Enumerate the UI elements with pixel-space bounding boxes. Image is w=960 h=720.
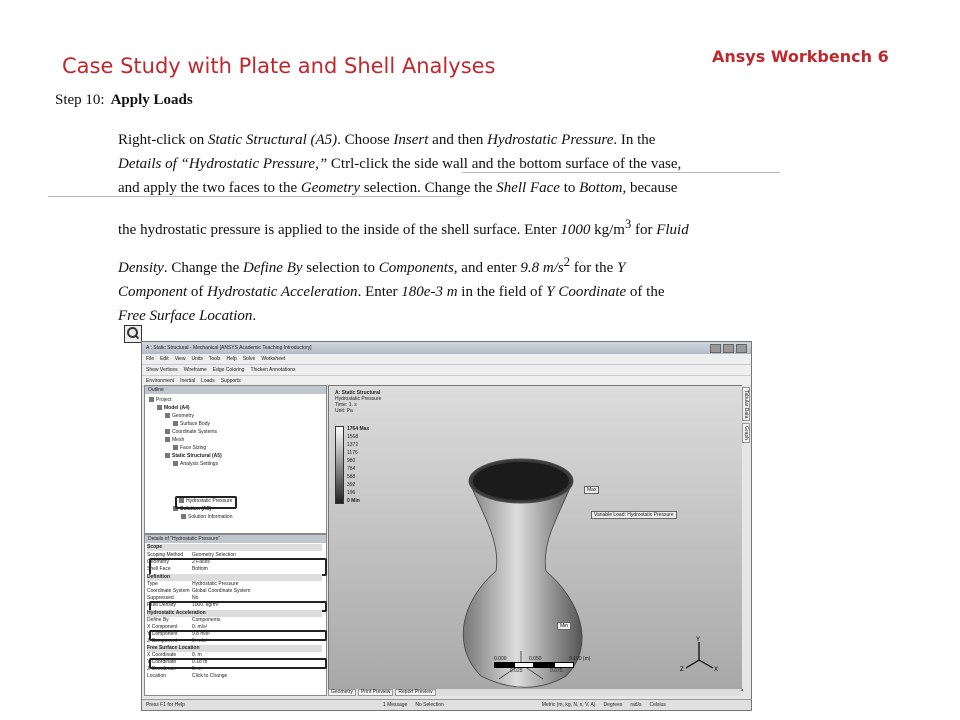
row-y-component[interactable]: Y Component 9.8 m/s²: [147, 631, 211, 637]
section-hydrostatic-acceleration[interactable]: Hydrostatic Acceleration: [147, 610, 322, 617]
tree-analysis-settings[interactable]: Analysis Settings: [173, 461, 218, 467]
row-x-coordinate[interactable]: X Coordinate 0. m: [147, 652, 202, 658]
instruction-line-1: Right-click on Static Structural (A5). Choose Insert and then Hydrostatic Pressure. In the: [118, 132, 656, 148]
slide-title: Case Study with Plate and Shell Analyses: [62, 54, 496, 78]
tab-geometry[interactable]: Geometry: [328, 689, 356, 696]
tree-solution-information[interactable]: Solution Information: [181, 514, 232, 520]
menu-bar: [142, 354, 751, 365]
window-titlebar: [142, 342, 751, 354]
load-annotation: Variable Load: Hydrostatic Pressure: [591, 511, 677, 519]
axis-triad-icon[interactable]: [679, 636, 719, 676]
mechanical-window-screenshot: [141, 341, 752, 711]
menu-view[interactable]: View: [174, 356, 186, 362]
instruction-line-2: Details of “Hydrostatic Pressure,” Ctrl-click the side wall and the bottom surface of the vase,: [118, 156, 682, 172]
axis-y-label: Y: [696, 637, 701, 643]
highlight-box: [175, 496, 237, 509]
edge-coloring-button[interactable]: Edge Coloring: [212, 367, 245, 373]
status-bar: [142, 699, 751, 710]
row-x-component[interactable]: X Component 0. m/s²: [147, 624, 208, 630]
section-scope[interactable]: Scope: [147, 544, 322, 551]
graphics-toolbar: [142, 365, 751, 376]
details-panel: [144, 534, 327, 696]
tree-face-sizing[interactable]: Face Sizing: [173, 445, 206, 451]
row-type[interactable]: Type Hydrostatic Pressure: [147, 581, 239, 587]
tab-report-preview[interactable]: Report Preview: [395, 689, 435, 696]
status-angle: Degrees: [603, 702, 623, 708]
thicken-annotations-button[interactable]: Thicken Annotations: [250, 367, 296, 373]
section-free-surface[interactable]: Free Surface Location: [147, 645, 322, 652]
row-z-coordinate[interactable]: Z Coordinate 0. m: [147, 666, 202, 672]
min-label: Min: [557, 622, 571, 630]
status-messages[interactable]: 1 Message: [382, 702, 408, 708]
instruction-line-4: the hydrostatic pressure is applied to the inside of the shell surface. Enter 1000 $kg/m^3$ for Fluid: [118, 217, 689, 238]
row-geometry[interactable]: Geometry 2 Faces: [147, 559, 210, 565]
slide-brand: Ansys Workbench 6: [712, 47, 889, 66]
axis-z-label: Z: [680, 667, 684, 673]
menu-help[interactable]: Help: [226, 356, 237, 362]
inertial-button[interactable]: Inertial: [180, 378, 196, 384]
status-units[interactable]: Metric (m, kg, N, s, V, A): [541, 702, 596, 708]
tree-static-structural[interactable]: Static Structural (A5): [165, 453, 222, 459]
instruction-line-6: Component of Hydrostatic Acceleration. Enter 180e-3 m in the field of Y Coordinate of the: [118, 284, 665, 300]
tab-graph[interactable]: Graph: [742, 423, 750, 443]
row-z-component[interactable]: Z Component 0. m/s²: [147, 638, 208, 644]
status-selection: No Selection: [415, 702, 444, 708]
instruction-paragraph: [118, 128, 778, 328]
menu-edit[interactable]: Edit: [160, 356, 169, 362]
view-tabs: [328, 689, 741, 696]
window-title: A : Static Structural - Mechanical [ANSYS Academic Teaching Introductory]: [146, 345, 312, 351]
tree-hydrostatic-pressure[interactable]: Hydrostatic Pressure: [179, 498, 232, 504]
tree-coordinate-systems[interactable]: Coordinate Systems: [165, 429, 217, 435]
outline-panel: [144, 385, 327, 534]
row-scoping-method[interactable]: Scoping Method Geometry Selection: [147, 552, 236, 558]
tree-solution[interactable]: Solution (A6): [173, 506, 211, 512]
row-define-by[interactable]: Define By Components: [147, 617, 221, 623]
step-title: Apply Loads: [110, 92, 193, 108]
tree-project[interactable]: Project: [149, 397, 172, 403]
step-heading: [55, 92, 193, 109]
instruction-line-3: and apply the two faces to the Geometry selection. Change the Shell Face to Bottom, because: [118, 180, 678, 196]
magnifier-icon[interactable]: [124, 325, 142, 343]
status-rotation: rad/s: [630, 702, 642, 708]
tree-surface-body[interactable]: Surface Body: [173, 421, 210, 427]
max-label: Max: [584, 486, 599, 494]
instruction-line-5: Density. Change the Define By selection to Components, and enter 9.8 $m/s^2$ for the Y: [118, 255, 626, 276]
show-vertices-button[interactable]: Show Vertices: [146, 367, 178, 373]
maximize-icon[interactable]: [723, 344, 734, 353]
instruction-line-7: Free Surface Location.: [118, 308, 257, 324]
graphics-title-block: A: Static Structural Hydrostatic Pressure Time: 1. s Unit: Pa: [335, 390, 382, 414]
row-shell-face[interactable]: Shell Face Bottom: [147, 566, 208, 572]
graphics-viewport[interactable]: A: Static Structural Hydrostatic Pressure Time: 1. s Unit: Pa 1764 Max 1568 1372 1176 980 784 588 392 196 0 Min Max Variable Load: Hydrostatic Pressure Min 0.000 0.050 0.100 (m) 0.025 0.075 Y X Z: [328, 385, 743, 691]
tab-print-preview[interactable]: Print Preview: [358, 689, 393, 696]
side-tabs: [742, 385, 750, 689]
worksheet-button[interactable]: Worksheet: [261, 356, 286, 362]
loads-button[interactable]: Loads: [201, 378, 215, 384]
outline-header: Outline: [145, 386, 326, 394]
details-header: Details of "Hydrostatic Pressure": [145, 535, 326, 543]
supports-button[interactable]: Supports: [220, 378, 241, 384]
solve-button[interactable]: Solve: [242, 356, 256, 362]
tree-geometry[interactable]: Geometry: [165, 413, 194, 419]
row-location[interactable]: Location Click to Change: [147, 673, 228, 679]
tree-mesh[interactable]: Mesh: [165, 437, 184, 443]
menu-file[interactable]: File: [146, 356, 155, 362]
row-suppressed[interactable]: Suppressed No: [147, 595, 199, 601]
status-temperature: Celsius: [649, 702, 666, 708]
step-number: Step 10:: [55, 92, 105, 108]
wireframe-button[interactable]: Wireframe: [183, 367, 207, 373]
environment-label: Environment: [146, 378, 175, 384]
tree-model[interactable]: Model (A4): [157, 405, 190, 411]
tab-tabular-data[interactable]: Tabular Data: [742, 387, 750, 421]
minimize-icon[interactable]: [710, 344, 721, 353]
menu-tools[interactable]: Tools: [208, 356, 221, 362]
vase-model: [441, 451, 601, 691]
menu-units[interactable]: Units: [191, 356, 203, 362]
section-definition[interactable]: Definition: [147, 574, 322, 581]
status-help: Press F1 for Help: [146, 702, 185, 708]
close-icon[interactable]: [736, 344, 747, 353]
row-y-coordinate[interactable]: Y Coordinate 0.18 m: [147, 659, 208, 665]
row-fluid-density[interactable]: Fluid Density 1000. kg/m³: [147, 602, 219, 608]
row-coordinate-system[interactable]: Coordinate System Global Coordinate System: [147, 588, 251, 594]
axis-x-label: X: [714, 667, 719, 673]
